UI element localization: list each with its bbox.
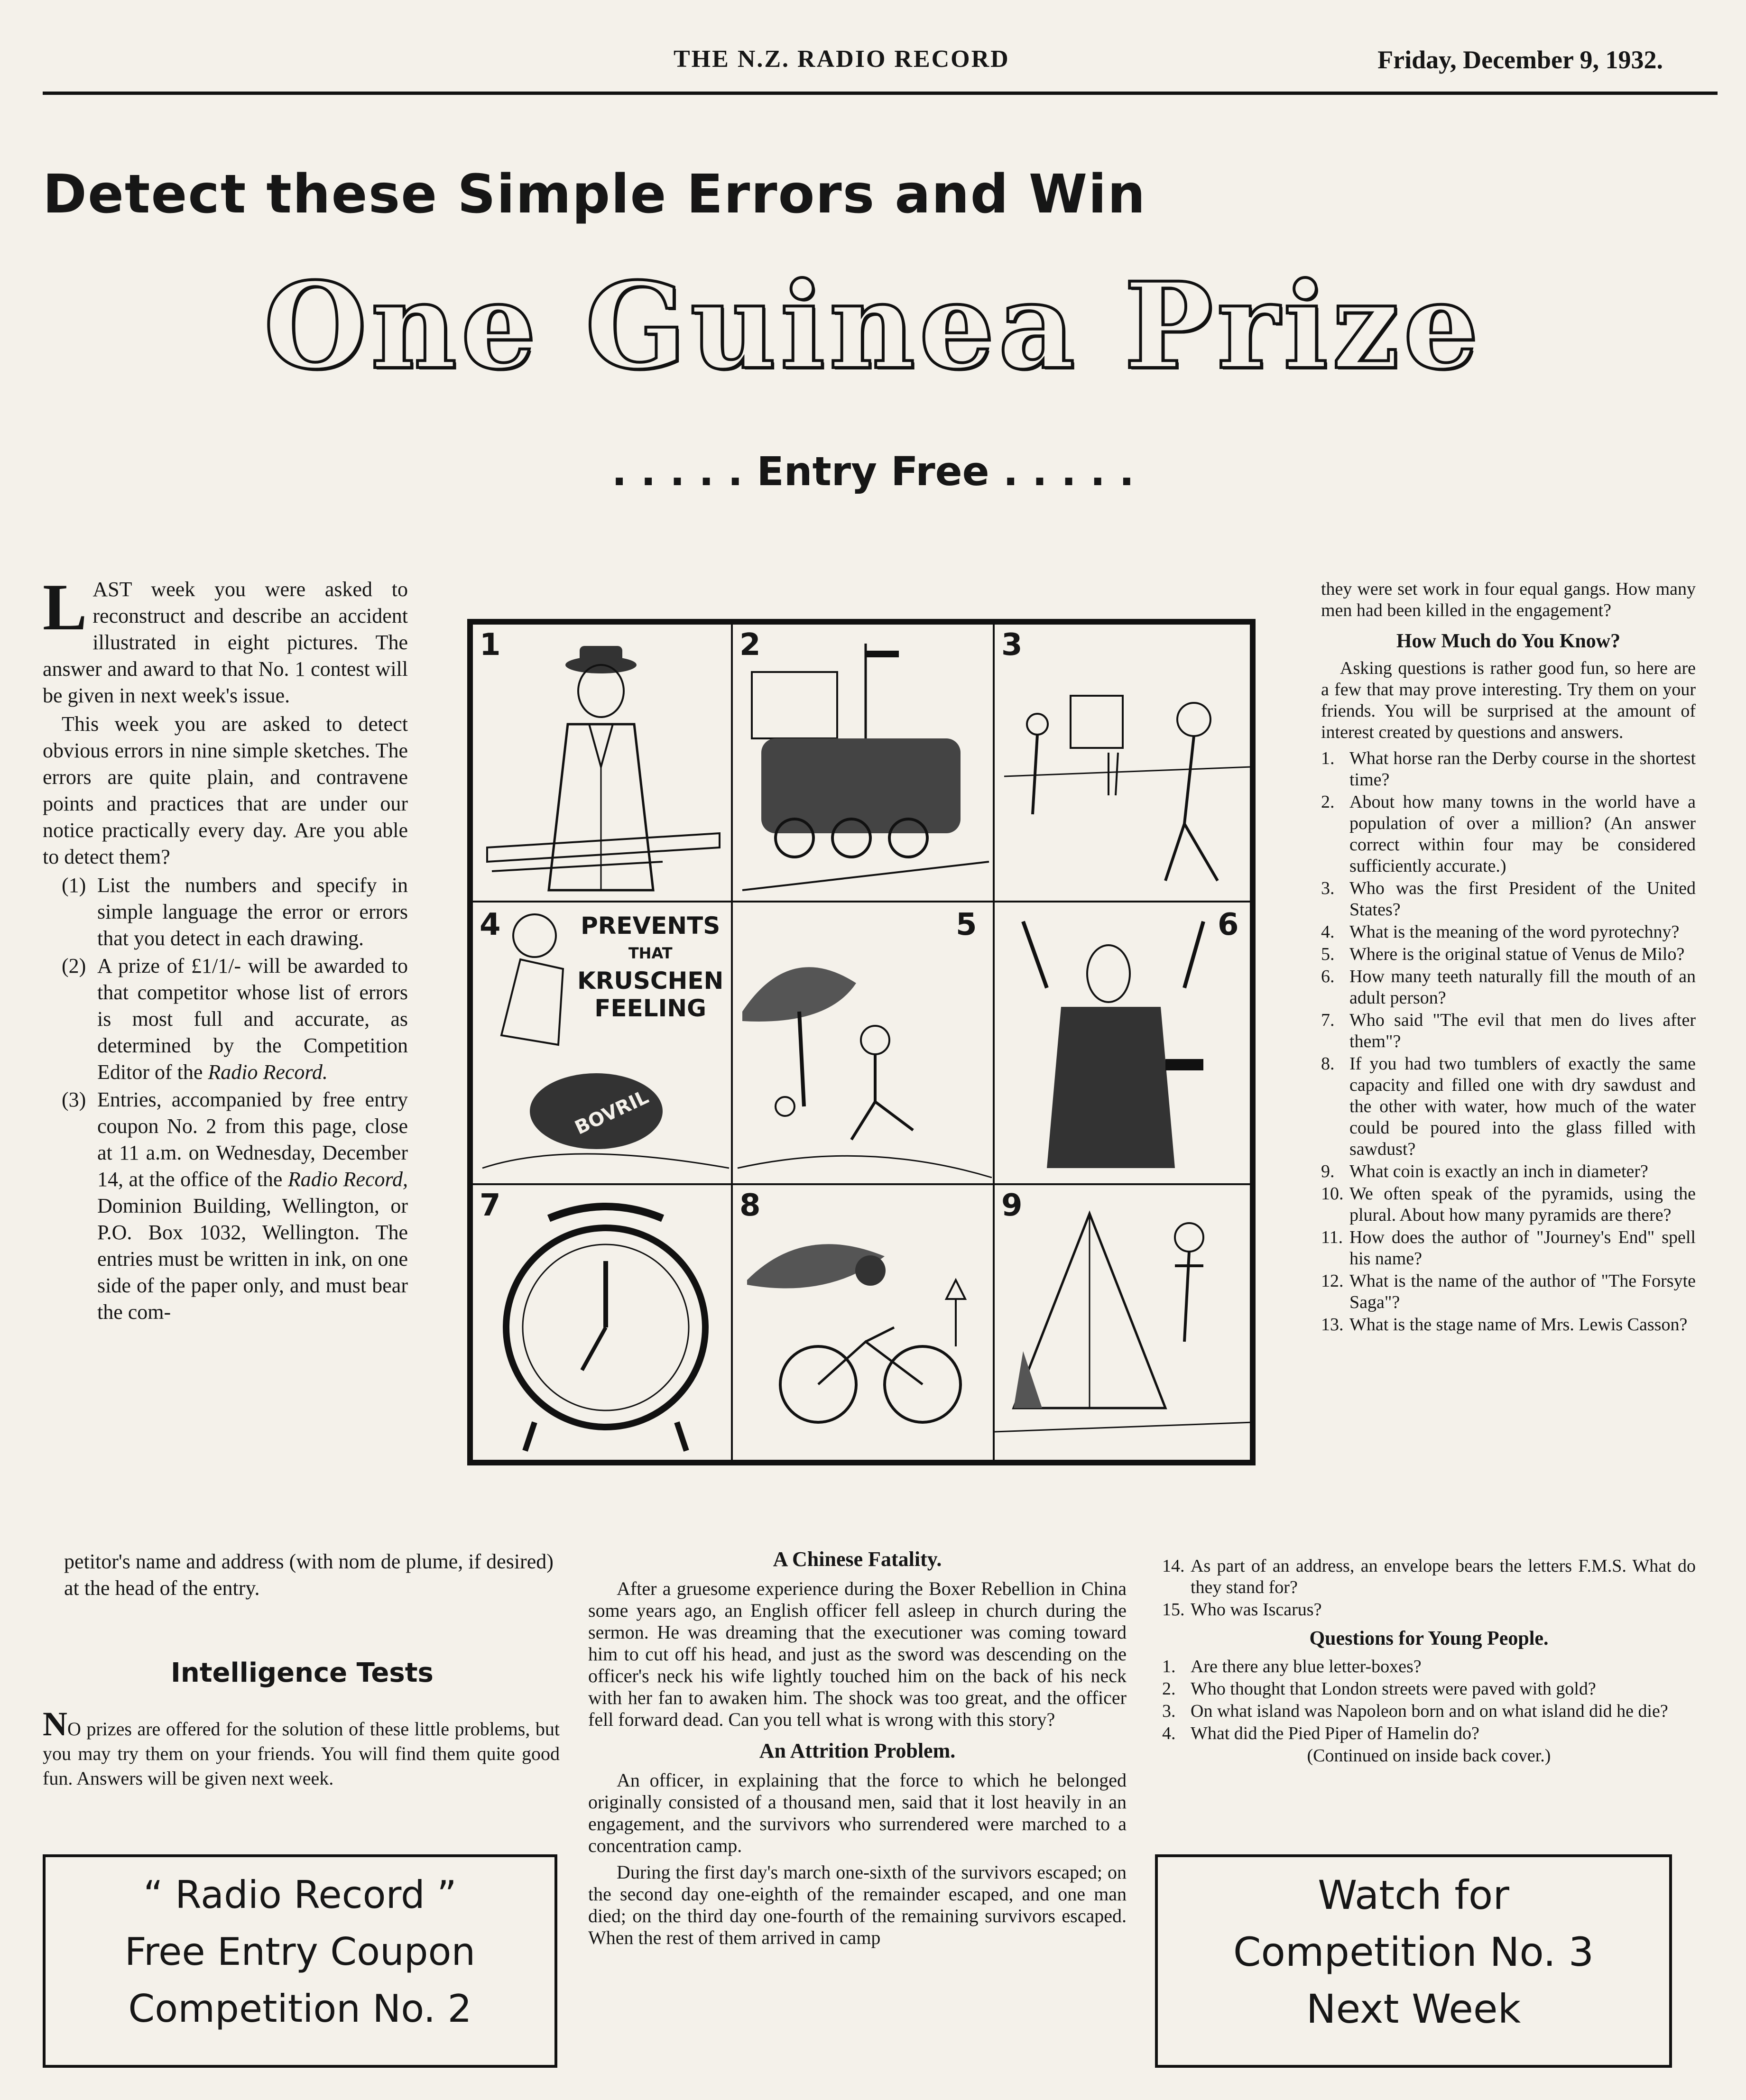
question-text: Are there any blue letter-boxes? [1191,1657,1422,1676]
sketch-grid [467,619,1256,1465]
panel-number: 4 [480,907,501,942]
panel-number: 9 [1001,1188,1023,1223]
question-number: 2. [1321,792,1335,812]
question-item [1321,966,1696,1009]
rule-italic: Radio Record. [208,1060,328,1084]
intelligence-body [43,1705,560,1791]
questions-list-continued [1162,1556,1696,1621]
cricket-match-illustration [995,625,1252,903]
question-number: 13. [1321,1315,1344,1335]
rule-text: List the numbers and specify in simple language the error or errors that you detect in each drawing. [97,874,408,950]
right-column-lower [1162,1556,1696,1767]
sketch-panel-7 [471,1183,733,1462]
rule-text: A prize of £1/1/- will be awarded to that competitor whose list of errors is most full and accurate, as determined by the Competition Editor of the [97,954,408,1084]
masthead-title: THE N.Z. RADIO RECORD [674,46,1010,73]
question-item [1162,1723,1696,1744]
question-item [1321,1314,1696,1336]
questions-list [1321,748,1696,1336]
question-text: What did the Pied Piper of Hamelin do? [1191,1723,1479,1743]
question-item [1321,921,1696,943]
question-number: 9. [1321,1161,1335,1181]
rule-text-post: Dominion Building, Wellington, or P.O. Box 1032, Wellington. The entries must be written in ink, on one side of the paper only, and must bear the com- [97,1194,408,1324]
question-number: 7. [1321,1010,1335,1030]
sketch-panel-9 [993,1183,1252,1462]
intro-paragraph-1 [43,571,408,709]
question-text: What is the name of the author of "The Forsyte Saga"? [1349,1271,1696,1312]
rule-number: (2) [62,954,86,977]
question-number: 11. [1321,1227,1343,1247]
question-text: What is the meaning of the word pyrotechny? [1349,922,1680,942]
masthead [0,45,1746,97]
intelligence-heading: Intelligence Tests [171,1658,434,1688]
intro-paragraph-2: This week you are asked to detect obvious errors in nine simple sketches. The errors are quite plain, and contravene points and practices that are under our notice practically every day. Are you able to detect them? [43,712,408,868]
sketch-panel-4 [471,901,733,1185]
question-text: What is the stage name of Mrs. Lewis Casson? [1349,1315,1688,1335]
panel-number: 1 [480,627,501,663]
sketch-panel-6 [993,901,1252,1185]
entry-free: . . . . . Entry Free . . . . . [611,448,1135,495]
girl-on-bicycle-illustration [733,1185,995,1462]
boys-running-illustration [733,903,995,1185]
rule-italic: Radio Record, [287,1168,408,1191]
tent-camp-illustration [995,1185,1252,1462]
question-number: 4. [1162,1723,1176,1743]
attrition-heading: An Attrition Problem. [759,1739,956,1762]
question-text: Who said "The evil that men do lives after them"? [1349,1010,1696,1051]
question-number: 5. [1321,944,1335,964]
question-text: Who was Iscarus? [1191,1600,1322,1620]
watch-line-1: Watch for [1318,1872,1509,1918]
question-text: About how many towns in the world have a population of over a million? (An answer correct within four may be considered sufficiently accurate.) [1349,792,1696,876]
attrition-paragraph-2: During the first day's march one-sixth of the survivors escaped; on the second day one-eighth of the remainder escaped, and one man died; on the third day one-fourth of the remaining survivors escaped. When the rest of them arrived in camp [588,1861,1127,1948]
watch-line-3: Next Week [1306,1986,1521,2032]
drop-cap: L [43,571,87,644]
question-number: 15. [1162,1600,1185,1620]
question-number: 6. [1321,967,1335,986]
intro-tail: petitor's name and address (with nom de plume, if desired) at the head of the entry. [64,1550,554,1600]
question-item [1162,1656,1696,1677]
rule-number: (3) [62,1088,86,1111]
sketch-panel-3 [993,623,1252,903]
question-item [1162,1701,1696,1722]
question-text: What horse ran the Derby course in the shortest time? [1349,748,1696,790]
question-text: What coin is exactly an inch in diameter? [1349,1161,1648,1181]
question-item [1162,1599,1696,1621]
sketch-panel-8 [731,1183,995,1462]
sketch-panel-5 [731,901,995,1185]
question-number: 8. [1321,1054,1335,1074]
question-text: How does the author of "Journey's End" spell his name? [1349,1227,1696,1269]
question-item [1321,1161,1696,1182]
how-much-intro: Asking questions is rather good fun, so here are a few that may prove interesting. Try them on your friends. You will be surprised at the amount of interest created by questions and answers. [1321,658,1696,742]
barrel-label: BOVRIL [572,1086,652,1139]
coupon-line-3: Competition No. 2 [128,1987,472,2031]
middle-column [588,1548,1127,1953]
question-item [1321,792,1696,877]
masthead-rule [43,92,1718,95]
question-item [1321,748,1696,791]
question-number: 2. [1162,1679,1176,1699]
question-item [1321,878,1696,921]
prize-title: One Guinea Prize [263,256,1483,396]
question-text: Who was the first President of the United States? [1349,878,1696,920]
continued-note: (Continued on inside back cover.) [1307,1746,1551,1766]
panel-number: 5 [956,907,977,942]
question-number: 10. [1321,1184,1344,1204]
panel-number: 6 [1218,907,1239,942]
young-questions-list [1162,1656,1696,1744]
question-text: How many teeth naturally fill the mouth of an adult person? [1349,967,1696,1008]
sketch-panel-2 [731,623,995,903]
rule-number: (1) [62,874,86,897]
alarm-clock-illustration [473,1185,733,1462]
question-item [1321,1227,1696,1270]
question-item [1321,1053,1696,1160]
panel-number: 7 [480,1188,501,1223]
question-item [1321,1010,1696,1052]
question-item [1321,1271,1696,1313]
advert-line-3: KRUSCHEN [577,967,724,995]
panel-number: 3 [1001,627,1023,663]
chinese-body: After a gruesome experience during the Boxer Rebellion in China some years ago, an English officer fell asleep in church during the sermon. He was dreaming that the executioner was coming toward him to cut off his head, and just as the sword was descending on the officer's neck his wife lightly touched him on the back of his neck with her fan to awaken him. The shock was too great, and the officer fell forward dead. Can you tell what is wrong with this story? [588,1578,1127,1730]
free-entry-coupon[interactable] [43,1854,557,2068]
train-at-station-illustration [733,625,995,903]
intro-column [43,571,408,1326]
intro-text-1: AST week you were asked to reconstruct and describe an accident illustrated in eight pictures. The answer and award to that No. 1 contest will be given in next week's issue. [43,578,408,707]
question-item [1321,944,1696,965]
masthead-date: Friday, December 9, 1932. [1377,46,1663,74]
attrition-continued: they were set work in four equal gangs. How many men had been killed in the engagement? [1321,579,1696,620]
question-text: If you had two tumblers of exactly the same capacity and filled one with dry sawdust and the other with water, how much of the water could be poured into the glass filled with sawdust? [1349,1054,1696,1159]
rule-item [43,872,408,952]
coupon-line-1: “ Radio Record ” [143,1873,457,1917]
panel-number: 8 [739,1188,761,1223]
headline: Detect these Simple Errors and Win [43,164,1146,225]
question-text: Where is the original statue of Venus de Milo? [1349,944,1685,964]
question-number: 3. [1321,878,1335,898]
young-people-heading: Questions for Young People. [1309,1628,1549,1649]
rule-item [43,1087,408,1326]
sketch-panel-1 [471,623,733,903]
rule-text: Entries, accompanied by free entry coupon No. 2 from this page, close at 11 a.m. on Wednesday, December 14, at the office of the [97,1088,408,1191]
man-on-barrel-illustration [473,903,733,1185]
advert-line-1: PREVENTS [581,912,721,939]
question-number: 12. [1321,1271,1344,1291]
how-much-heading: How Much do You Know? [1396,630,1621,652]
question-item [1162,1678,1696,1700]
question-text: We often speak of the pyramids, using the plural. About how many pyramids are there? [1349,1184,1696,1225]
question-number: 3. [1162,1701,1176,1721]
advert-line-2: THAT [628,944,673,962]
question-text: As part of an address, an envelope bears the letters F.M.S. What do they stand for? [1191,1556,1696,1597]
man-in-coat-illustration [473,625,733,903]
question-text: Who thought that London streets were paved with gold? [1191,1679,1596,1699]
question-item [1321,1183,1696,1226]
rule-item [43,953,408,1086]
attrition-paragraph-1: An officer, in explaining that the force to which he belonged originally consisted of a thousand men, said that it lost heavily in an engagement, and the survivors who surrendered were marched to a concentration camp. [588,1769,1127,1856]
advert-line-4: FEELING [594,995,707,1022]
watch-next-week-box [1155,1854,1672,2068]
question-item [1162,1556,1696,1598]
rules-list [43,872,408,1326]
right-column [1321,579,1696,1336]
question-number: 1. [1162,1657,1176,1676]
watch-line-2: Competition No. 3 [1233,1929,1594,1975]
question-number: 4. [1321,922,1335,942]
intelligence-text: O prizes are offered for the solution of these little problems, but you may try them on your friends. You will find them quite good fun. Answers will be given next week. [43,1718,560,1789]
intelligence-cap: N [43,1705,67,1743]
question-number: 1. [1321,748,1335,768]
chinese-heading: A Chinese Fatality. [773,1547,942,1571]
man-hands-up-illustration [995,903,1252,1185]
panel-number: 2 [739,627,761,663]
coupon-line-2: Free Entry Coupon [124,1930,476,1974]
question-text: On what island was Napoleon born and on what island did he die? [1191,1701,1668,1721]
question-number: 14. [1162,1556,1185,1576]
